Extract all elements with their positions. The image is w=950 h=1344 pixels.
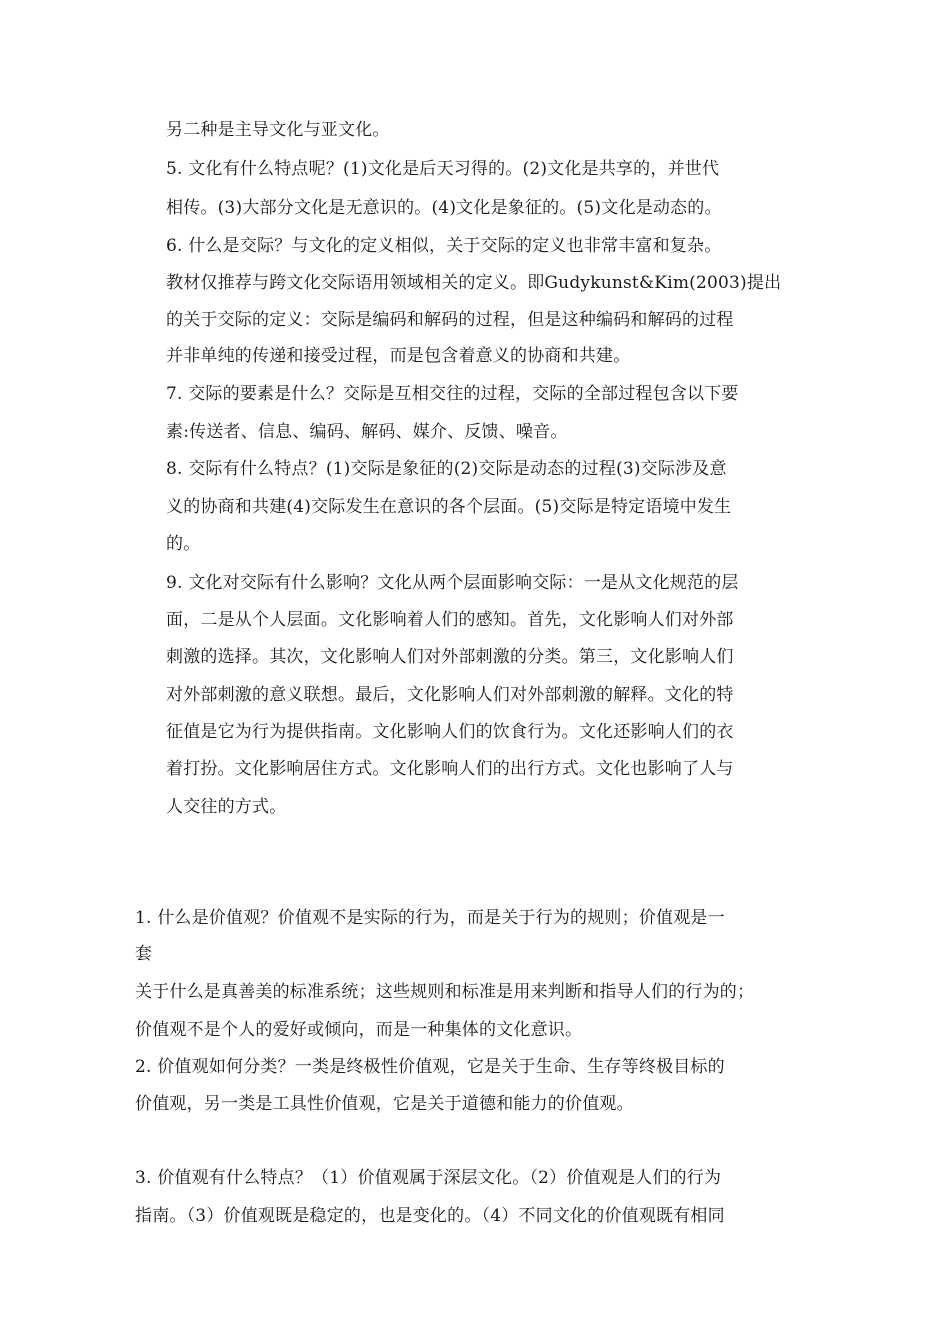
text-line: 7. 交际的要素是什么？交际是互相交往的过程，交际的全部过程包含以下要 bbox=[166, 384, 739, 404]
text-line: 教材仅推荐与跨文化交际语用领域相关的定义。即Gudykunst&Kim(2003)提出 bbox=[166, 273, 782, 293]
text-line: 3. 价值观有什么特点？（1）价值观属于深层文化。（2）价值观是人们的行为 bbox=[135, 1168, 722, 1188]
text-line: 的关于交际的定义：交际是编码和解码的过程，但是这种编码和解码的过程 bbox=[166, 310, 734, 330]
text-line: 素:传送者、信息、编码、解码、媒介、反馈、噪音。 bbox=[166, 422, 568, 442]
text-line: 面，二是从个人层面。文化影响着人们的感知。首先，文化影响人们对外部 bbox=[166, 610, 734, 630]
text-line: 指南。（3）价值观既是稳定的，也是变化的。（4）不同文化的价值观既有相同 bbox=[135, 1206, 725, 1226]
text-line: 5. 文化有什么特点呢？(1)文化是后天习得的。(2)文化是共享的，并世代 bbox=[166, 159, 720, 179]
text-line: 6. 什么是交际？与文化的定义相似，关于交际的定义也非常丰富和复杂。 bbox=[166, 236, 722, 256]
text-line: 1. 什么是价值观？价值观不是实际的行为，而是关于行为的规则；价值观是一 bbox=[135, 908, 725, 928]
text-line: 人交往的方式。 bbox=[166, 797, 287, 817]
text-line: 套 bbox=[135, 944, 153, 964]
text-line: 对外部刺激的意义联想。最后，文化影响人们对外部刺激的解释。文化的特 bbox=[166, 685, 734, 705]
text-line: 价值观不是个人的爱好或倾向，而是一种集体的文化意识。 bbox=[135, 1020, 583, 1040]
text-line: 8. 交际有什么特点？(1)交际是象征的(2)交际是动态的过程(3)交际涉及意 bbox=[166, 459, 727, 479]
text-line: 2. 价值观如何分类？一类是终极性价值观，它是关于生命、生存等终极目标的 bbox=[135, 1057, 725, 1077]
text-line: 征值是它为行为提供指南。文化影响人们的饮食行为。文化还影响人们的衣 bbox=[166, 722, 734, 742]
text-line: 9. 文化对交际有什么影响？文化从两个层面影响交际：一是从文化规范的层 bbox=[166, 573, 739, 593]
text-line: 刺激的选择。其次，文化影响人们对外部刺激的分类。第三，文化影响人们 bbox=[166, 647, 734, 667]
text-line: 义的协商和共建(4)交际发生在意识的各个层面。(5)交际是特定语境中发生 bbox=[166, 497, 732, 517]
text-line: 并非单纯的传递和接受过程，而是包含着意义的协商和共建。 bbox=[166, 346, 631, 366]
text-line: 价值观，另一类是工具性价值观，它是关于道德和能力的价值观。 bbox=[135, 1094, 634, 1114]
text-line: 的。 bbox=[166, 534, 201, 554]
text-line: 着打扮。文化影响居住方式。文化影响人们的出行方式。文化也影响了人与 bbox=[166, 759, 734, 779]
text-line: 相传。(3)大部分文化是无意识的。(4)文化是象征的。(5)文化是动态的。 bbox=[166, 198, 722, 218]
text-line: 另二种是主导文化与亚文化。 bbox=[166, 120, 390, 140]
text-line: 关于什么是真善美的标准系统；这些规则和标准是用来判断和指导人们的行为的； bbox=[135, 982, 755, 1002]
